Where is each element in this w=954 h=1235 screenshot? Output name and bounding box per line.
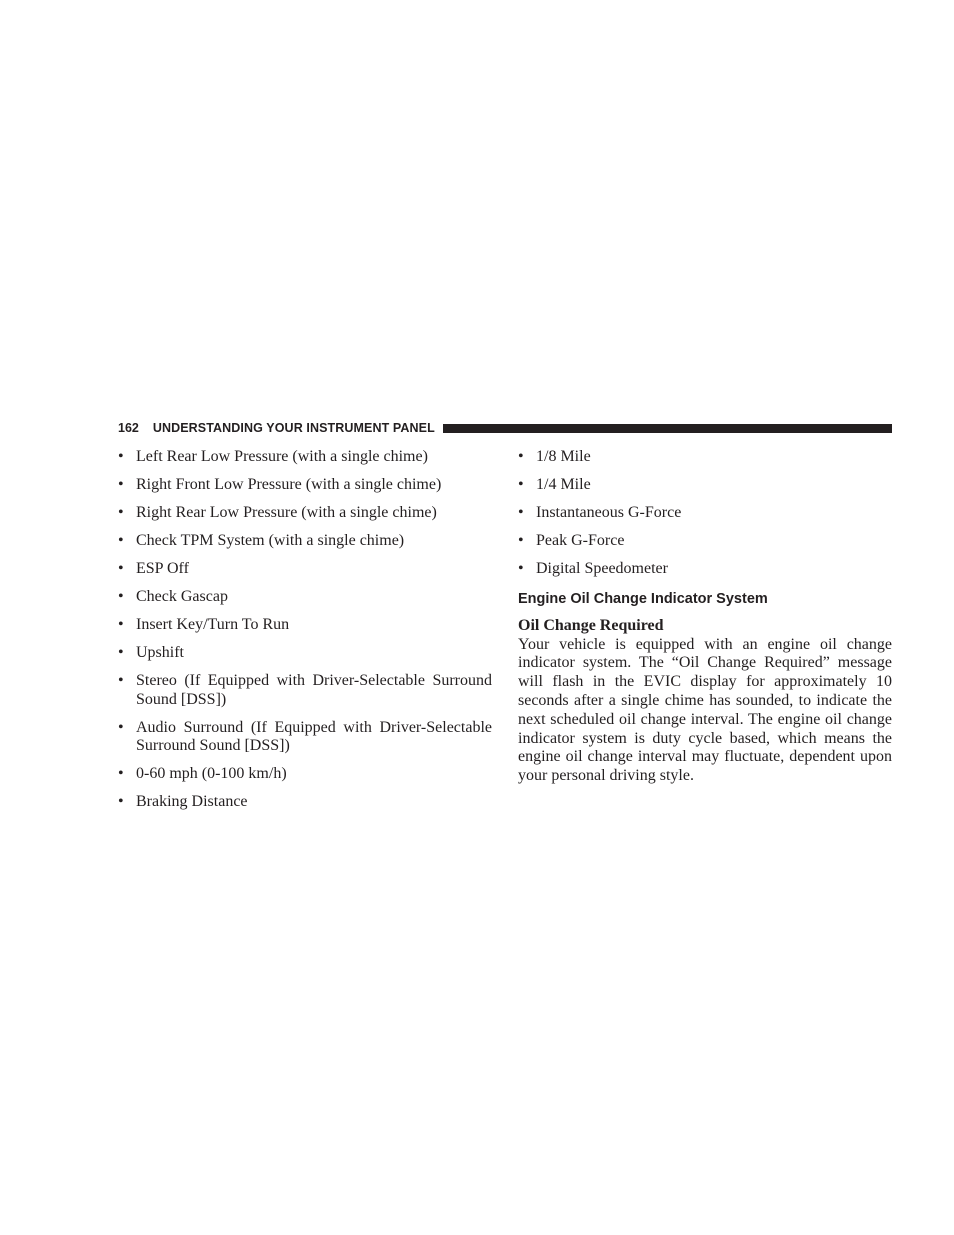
list-item [118, 616, 492, 635]
bullet-icon: • [118, 793, 124, 811]
bullet-icon: • [118, 559, 124, 577]
list-item [118, 504, 492, 523]
list-item-text: Insert Key/Turn To Run [136, 615, 290, 633]
bullet-icon: • [118, 615, 124, 633]
list-item-text: Stereo (If Equipped with Driver-Selectable Surround Sound [DSS]) [136, 671, 492, 708]
bullet-icon: • [518, 531, 524, 549]
list-item [118, 476, 492, 495]
list-item-text: Right Front Low Pressure (with a single chime) [136, 475, 442, 493]
list-item-text: Audio Surround (If Equipped with Driver-Selectable Surround Sound [DSS]) [136, 718, 492, 755]
bullet-icon: • [118, 531, 124, 549]
list-item [118, 644, 492, 663]
list-item-text: Right Rear Low Pressure (with a single chime) [136, 503, 437, 521]
bullet-icon: • [518, 503, 524, 521]
subsection-heading: Oil Change Required [518, 616, 664, 634]
bullet-icon: • [118, 671, 124, 689]
bullet-icon: • [118, 718, 124, 736]
list-item [518, 504, 892, 523]
list-item [118, 448, 492, 467]
list-item [118, 793, 492, 812]
bullet-icon: • [118, 448, 124, 465]
list-item-text: Peak G-Force [536, 531, 625, 549]
page-header [118, 419, 892, 437]
bullet-icon: • [118, 475, 124, 493]
bullet-icon: • [518, 448, 524, 465]
list-item [118, 672, 492, 710]
list-item-text: 1/4 Mile [536, 475, 591, 493]
page-number: 162 [118, 421, 139, 435]
display-list [518, 448, 892, 579]
list-item-text: Braking Distance [136, 793, 248, 811]
bullet-icon: • [118, 643, 124, 661]
list-item-text: Digital Speedometer [536, 559, 668, 577]
list-item-text: Left Rear Low Pressure (with a single chime) [136, 448, 428, 465]
list-item [518, 448, 892, 467]
right-column [518, 448, 892, 786]
list-item [118, 588, 492, 607]
bullet-icon: • [518, 559, 524, 577]
list-item [118, 532, 492, 551]
message-list [118, 448, 492, 812]
list-item-text: ESP Off [136, 559, 189, 577]
list-item-text: Instantaneous G-Force [536, 503, 682, 521]
bullet-icon: • [118, 587, 124, 605]
list-item-text: Check TPM System (with a single chime) [136, 531, 405, 549]
list-item-text: Upshift [136, 643, 184, 661]
list-item [118, 560, 492, 579]
list-item-text: 0-60 mph (0-100 km/h) [136, 765, 287, 783]
bullet-icon: • [118, 503, 124, 521]
body-paragraph: Your vehicle is equipped with an engine oil change indicator system. The “Oil Change Required” message will flash in the EVIC display for approximately 10 seconds after a single chime has sounded, to indicate the next scheduled oil change interval. The engine oil change indicator system is duty cycle based, which means the engine oil change interval may fluctuate, dependent upon your personal driving style. [518, 635, 892, 785]
list-item-text: 1/8 Mile [536, 448, 591, 465]
section-heading: Engine Oil Change Indicator System [518, 590, 768, 607]
header-rule [443, 424, 892, 433]
left-column [118, 448, 492, 821]
list-item [518, 532, 892, 551]
list-item [518, 476, 892, 495]
list-item [118, 765, 492, 784]
bullet-icon: • [118, 765, 124, 783]
list-item [118, 719, 492, 757]
list-item [518, 560, 892, 579]
list-item-text: Check Gascap [136, 587, 228, 605]
bullet-icon: • [518, 475, 524, 493]
section-title: UNDERSTANDING YOUR INSTRUMENT PANEL [152, 421, 435, 435]
